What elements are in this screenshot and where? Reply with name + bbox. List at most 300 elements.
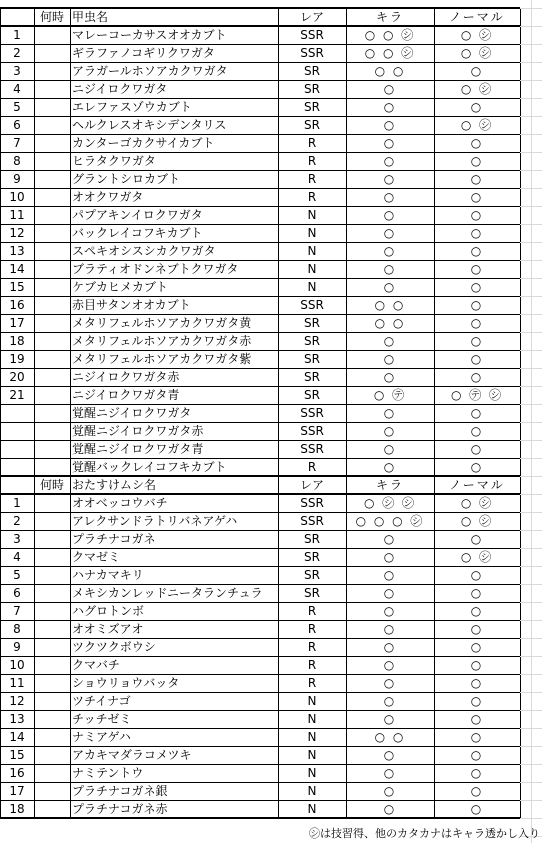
cell-name[interactable]: クマバチ [72, 658, 120, 672]
cell-no[interactable]: 1 [13, 28, 21, 42]
cell-normal[interactable]: ○ [470, 586, 484, 600]
cell-kira[interactable]: ○ [383, 82, 397, 96]
cell-no[interactable]: 12 [9, 226, 25, 240]
cell-time[interactable] [34, 512, 70, 530]
cell-time[interactable] [34, 782, 70, 800]
cell-no[interactable]: 11 [9, 208, 25, 222]
cell-name[interactable]: スペキオシスシカクワガタ [72, 244, 216, 258]
cell-rare[interactable]: N [307, 766, 317, 780]
cell-name[interactable]: パプアキンイロクワガタ [72, 208, 203, 222]
cell-name[interactable]: メタリフェルホソアカクワガタ紫 [72, 352, 252, 366]
cell-time[interactable] [34, 530, 70, 548]
cell-kira[interactable]: ○ [383, 262, 397, 276]
cell-no[interactable]: 12 [9, 694, 25, 708]
cell-rare[interactable]: SR [304, 316, 320, 330]
cell-kira[interactable]: ○ [383, 352, 397, 366]
cell-kira[interactable]: ○ [383, 676, 397, 690]
cell-normal[interactable]: ○ [470, 784, 484, 798]
cell-no[interactable]: 16 [9, 298, 25, 312]
cell-normal[interactable]: ○ [470, 802, 484, 816]
cell-normal[interactable]: ○ [470, 100, 484, 114]
cell-no[interactable]: 5 [13, 100, 21, 114]
cell-kira[interactable]: ○ ㋢ [373, 388, 407, 402]
cell-name[interactable]: バックレイコフキカブト [72, 226, 203, 240]
cell-name[interactable]: メキシカンレッドニータランチュラ [72, 586, 263, 600]
cell-rare[interactable]: R [307, 640, 317, 654]
cell-normal[interactable]: ○ [470, 730, 484, 744]
cell-kira[interactable]: ○ [383, 784, 397, 798]
cell-normal[interactable]: ○ [470, 694, 484, 708]
cell-kira[interactable]: ○ [383, 190, 397, 204]
cell-normal[interactable]: ○ [470, 460, 484, 474]
grid-row-line [0, 170, 520, 171]
cell-no[interactable]: 16 [9, 766, 25, 780]
cell-kira[interactable]: ○ ○ [374, 64, 406, 78]
cell-time[interactable] [34, 152, 70, 170]
cell-time[interactable] [34, 674, 70, 692]
cell-rare[interactable]: N [307, 748, 317, 762]
cell-kira[interactable]: ○ [383, 712, 397, 726]
cell-name[interactable]: 覚醒ニジイロクワガタ [72, 406, 192, 420]
table-row [0, 206, 542, 224]
cell-rare[interactable]: R [307, 676, 317, 690]
cell-kira[interactable]: ○ ○ ○ ㋛ [355, 514, 425, 528]
cell-no[interactable]: 20 [9, 370, 25, 384]
cell-time[interactable] [34, 242, 70, 260]
cell-time[interactable] [34, 422, 70, 440]
cell-time[interactable] [34, 332, 70, 350]
cell-no[interactable]: 10 [9, 190, 25, 204]
cell-kira[interactable]: ○ [383, 694, 397, 708]
cell-no[interactable]: 17 [9, 316, 25, 330]
cell-time[interactable] [34, 188, 70, 206]
grid-row-line [0, 602, 520, 603]
cell-no[interactable]: 6 [13, 118, 21, 132]
cell-normal[interactable]: ○ [470, 568, 484, 582]
sheet-gridline [520, 674, 542, 675]
cell-name[interactable]: エレファスゾウカブト [72, 100, 192, 114]
cell-no[interactable]: 14 [9, 262, 25, 276]
cell-name[interactable]: アレクサンドラトリバネアゲハ [72, 514, 238, 528]
cell-rare[interactable]: SSR [300, 514, 324, 528]
table-row [0, 98, 542, 116]
cell-kira[interactable]: ○ ㋛ ㋛ [363, 496, 417, 510]
cell-normal[interactable]: ○ [470, 208, 484, 222]
cell-kira[interactable]: ○ [383, 154, 397, 168]
cell-normal[interactable]: ○ [470, 334, 484, 348]
table-row [0, 368, 542, 386]
cell-name[interactable]: 覚醒ニジイロクワガタ青 [72, 442, 204, 456]
cell-kira[interactable]: ○ [383, 568, 397, 582]
cell-rare[interactable]: N [307, 802, 317, 816]
cell-kira[interactable]: ○ [383, 406, 397, 420]
cell-name[interactable]: クマゼミ [72, 550, 121, 564]
header-no[interactable] [0, 476, 34, 494]
cell-normal[interactable]: ○ [470, 406, 484, 420]
table-row [0, 692, 542, 710]
cell-time[interactable] [34, 602, 70, 620]
cell-normal[interactable]: ○ ㋢ ㋛ [450, 388, 504, 402]
cell-kira[interactable]: ○ [383, 226, 397, 240]
cell-normal[interactable]: ○ ㋛ [460, 118, 494, 132]
cell-name[interactable]: プラチナコガネ銀 [72, 784, 168, 798]
cell-no[interactable]: 7 [13, 136, 21, 150]
cell-normal[interactable]: ○ [470, 190, 484, 204]
cell-rare[interactable]: SSR [300, 28, 324, 42]
cell-name[interactable]: ハグロトンボ [72, 604, 145, 618]
cell-kira[interactable]: ○ [383, 748, 397, 762]
cell-kira[interactable]: ○ [383, 550, 397, 564]
cell-normal[interactable]: ○ [470, 244, 484, 258]
cell-rare[interactable]: R [307, 172, 317, 186]
cell-rare[interactable]: N [307, 208, 317, 222]
cell-rare[interactable]: R [307, 154, 317, 168]
cell-normal[interactable]: ○ ㋛ [460, 550, 494, 564]
sheet-gridline [520, 62, 542, 63]
cell-no[interactable] [0, 440, 34, 458]
cell-no[interactable]: 18 [9, 802, 25, 816]
sheet-gridline [520, 152, 542, 153]
cell-rare[interactable]: R [307, 658, 317, 672]
cell-rare[interactable]: SSR [300, 442, 324, 456]
cell-rare[interactable]: R [307, 622, 317, 636]
sheet-gridline [520, 368, 542, 369]
cell-rare[interactable]: SSR [300, 496, 324, 510]
cell-name[interactable]: ショウリョウバッタ [72, 676, 180, 690]
cell-rare[interactable]: SR [304, 586, 320, 600]
cell-time[interactable] [34, 98, 70, 116]
header-normal[interactable]: ノーマル [449, 478, 505, 492]
cell-time[interactable] [34, 620, 70, 638]
cell-normal[interactable]: ○ [470, 748, 484, 762]
cell-name[interactable]: ハナカマキリ [72, 568, 144, 582]
cell-normal[interactable]: ○ [470, 172, 484, 186]
cell-name[interactable]: カンターゴカクサイカブト [72, 136, 215, 150]
cell-name[interactable]: ニジイロクワガタ赤 [72, 370, 180, 384]
grid-row-line [0, 475, 520, 477]
cell-time[interactable] [34, 656, 70, 674]
cell-normal[interactable]: ○ [470, 136, 484, 150]
cell-kira[interactable]: ○ [383, 766, 397, 780]
header-kira[interactable]: キラ [375, 10, 404, 24]
grid-row-line [0, 224, 520, 225]
cell-kira[interactable]: ○ [383, 172, 397, 186]
cell-time[interactable] [34, 566, 70, 584]
grid-row-line [0, 440, 520, 441]
cell-time[interactable] [34, 278, 70, 296]
cell-time[interactable] [34, 350, 70, 368]
cell-rare[interactable]: SR [304, 334, 320, 348]
table-row [0, 386, 542, 404]
cell-no[interactable]: 13 [9, 712, 25, 726]
cell-name[interactable]: マレーコーカサスオオカブト [72, 28, 227, 42]
cell-no[interactable]: 2 [13, 514, 21, 528]
cell-no[interactable]: 5 [13, 568, 21, 582]
table-row [0, 638, 542, 656]
cell-kira[interactable]: ○ [383, 100, 397, 114]
cell-name[interactable]: プラチナコガネ赤 [72, 802, 168, 816]
cell-normal[interactable]: ○ [470, 604, 484, 618]
cell-name[interactable]: ギラファノコギリクワガタ [72, 46, 215, 60]
cell-normal[interactable]: ○ [470, 676, 484, 690]
cell-time[interactable] [34, 440, 70, 458]
header-time[interactable]: 何時 [39, 10, 64, 24]
cell-no[interactable]: 4 [13, 550, 21, 564]
cell-name[interactable]: ツクツクボウシ [72, 640, 156, 654]
cell-time[interactable] [34, 764, 70, 782]
cell-time[interactable] [34, 80, 70, 98]
cell-name[interactable]: オオベッコウバチ [72, 496, 168, 510]
cell-no[interactable]: 9 [13, 172, 21, 186]
cell-rare[interactable]: SR [304, 370, 320, 384]
cell-kira[interactable]: ○ [383, 370, 397, 384]
cell-kira[interactable]: ○ [383, 586, 397, 600]
cell-name[interactable]: ナミアゲハ [72, 730, 131, 744]
cell-no[interactable]: 21 [9, 388, 25, 402]
cell-kira[interactable]: ○ ○ ㋛ [364, 28, 416, 42]
cell-rare[interactable]: N [307, 262, 317, 276]
cell-no[interactable]: 8 [13, 154, 21, 168]
cell-kira[interactable]: ○ [383, 280, 397, 294]
cell-name[interactable]: アラガールホソアカクワガタ [72, 64, 228, 78]
sheet-gridline [520, 530, 542, 531]
cell-time[interactable] [34, 224, 70, 242]
cell-normal[interactable]: ○ [470, 532, 484, 546]
cell-name[interactable]: ニジイロクワガタ青 [72, 388, 180, 402]
cell-normal[interactable]: ○ [470, 640, 484, 654]
cell-kira[interactable]: ○ [383, 532, 397, 546]
cell-kira[interactable]: ○ [383, 118, 397, 132]
cell-rare[interactable]: SR [304, 352, 320, 366]
cell-rare[interactable]: N [307, 226, 317, 240]
cell-no[interactable]: 15 [9, 748, 25, 762]
cell-no[interactable]: 9 [13, 640, 21, 654]
cell-name[interactable]: 覚醒ニジイロクワガタ赤 [72, 424, 204, 438]
cell-name[interactable]: 覚醒バックレイコフキカブト [72, 460, 227, 474]
cell-time[interactable] [34, 728, 70, 746]
cell-time[interactable] [34, 170, 70, 188]
cell-no[interactable]: 17 [9, 784, 25, 798]
cell-kira[interactable]: ○ [383, 208, 397, 222]
cell-rare[interactable]: N [307, 694, 317, 708]
cell-time[interactable] [34, 494, 70, 512]
cell-rare[interactable]: SR [304, 118, 320, 132]
cell-normal[interactable]: ○ [470, 622, 484, 636]
cell-name[interactable]: メタリフェルホソアカクワガタ黄 [72, 316, 252, 330]
cell-kira[interactable]: ○ [383, 442, 397, 456]
sheet-gridline [520, 620, 542, 621]
cell-name[interactable]: ケブカヒメカブト [72, 280, 168, 294]
cell-no[interactable]: 10 [9, 658, 25, 672]
cell-rare[interactable]: SR [304, 568, 320, 582]
cell-rare[interactable]: SR [304, 64, 320, 78]
cell-time[interactable] [34, 548, 70, 566]
cell-time[interactable] [34, 710, 70, 728]
cell-normal[interactable]: ○ [470, 658, 484, 672]
cell-time[interactable] [34, 386, 70, 404]
cell-no[interactable]: 11 [9, 676, 25, 690]
cell-rare[interactable]: N [307, 280, 317, 294]
cell-rare[interactable]: SR [304, 550, 320, 564]
cell-time[interactable] [34, 62, 70, 80]
cell-time[interactable] [34, 116, 70, 134]
cell-time[interactable] [34, 692, 70, 710]
grid-column-line [346, 8, 347, 818]
cell-normal[interactable]: ○ [470, 442, 484, 456]
cell-no[interactable]: 13 [9, 244, 25, 258]
cell-time[interactable] [34, 44, 70, 62]
cell-kira[interactable]: ○ [383, 658, 397, 672]
cell-no[interactable] [0, 458, 34, 476]
cell-kira[interactable]: ○ [383, 460, 397, 474]
cell-name[interactable]: グラントシロカブト [72, 172, 181, 186]
cell-name[interactable]: チッチゼミ [72, 712, 132, 726]
header-name[interactable]: 甲虫名 [72, 10, 109, 24]
cell-normal[interactable]: ○ [470, 370, 484, 384]
cell-name[interactable]: ニジイロクワガタ [72, 82, 168, 96]
cell-name[interactable]: ツチイナゴ [72, 694, 131, 708]
cell-no[interactable]: 6 [13, 586, 21, 600]
cell-name[interactable]: プラチナコガネ [72, 532, 156, 546]
cell-rare[interactable]: SSR [300, 46, 324, 60]
cell-kira[interactable]: ○ [383, 424, 397, 438]
cell-normal[interactable]: ○ ㋛ [460, 46, 494, 60]
cell-time[interactable] [34, 638, 70, 656]
cell-rare[interactable]: SSR [300, 298, 324, 312]
cell-name[interactable]: オオクワガタ [72, 190, 144, 204]
cell-time[interactable] [34, 584, 70, 602]
cell-no[interactable]: 15 [9, 280, 25, 294]
cell-normal[interactable]: ○ [470, 766, 484, 780]
cell-time[interactable] [34, 404, 70, 422]
table-row [0, 350, 542, 368]
cell-time[interactable] [34, 746, 70, 764]
cell-kira[interactable]: ○ [383, 136, 397, 150]
cell-no[interactable]: 2 [13, 46, 21, 60]
cell-no[interactable] [0, 422, 34, 440]
cell-normal[interactable]: ○ [470, 352, 484, 366]
header-normal[interactable]: ノーマル [449, 10, 505, 24]
cell-kira[interactable]: ○ ○ [374, 316, 406, 330]
cell-normal[interactable]: ○ [470, 226, 484, 240]
cell-normal[interactable]: ○ ㋛ [460, 82, 494, 96]
cell-no[interactable]: 8 [13, 622, 21, 636]
sheet-gridline [520, 404, 542, 405]
header-rare[interactable]: レア [299, 10, 324, 24]
sheet-gridline [520, 638, 542, 639]
cell-rare[interactable]: R [307, 604, 317, 618]
cell-no[interactable]: 18 [9, 334, 25, 348]
cell-rare[interactable]: SR [304, 82, 320, 96]
cell-rare[interactable]: SSR [300, 406, 324, 420]
cell-rare[interactable]: R [307, 190, 317, 204]
cell-normal[interactable]: ○ [470, 298, 484, 312]
cell-time[interactable] [34, 800, 70, 818]
cell-normal[interactable]: ○ [470, 316, 484, 330]
table-row [0, 224, 542, 242]
table-row [0, 566, 542, 584]
sheet-gridline [520, 656, 542, 657]
cell-name[interactable]: 赤目サタンオオカブト [72, 298, 191, 312]
cell-rare[interactable]: SR [304, 532, 320, 546]
cell-normal[interactable]: ○ [470, 424, 484, 438]
cell-kira[interactable]: ○ [383, 802, 397, 816]
cell-no[interactable]: 1 [13, 496, 21, 510]
cell-kira[interactable]: ○ ○ [374, 730, 406, 744]
header-time[interactable]: 何時 [39, 478, 64, 492]
cell-name[interactable]: ナミテントウ [72, 766, 144, 780]
grid-row-line [0, 152, 520, 153]
cell-normal[interactable]: ○ [470, 154, 484, 168]
cell-rare[interactable]: R [307, 136, 317, 150]
cell-no[interactable] [0, 404, 34, 422]
sheet-gridline [520, 188, 542, 189]
cell-rare[interactable]: SSR [300, 424, 324, 438]
cell-normal[interactable]: ○ ㋛ [460, 28, 494, 42]
cell-rare[interactable]: N [307, 784, 317, 798]
table-row [0, 116, 542, 134]
header-kira[interactable]: キラ [375, 478, 404, 492]
cell-time[interactable] [34, 206, 70, 224]
header-name[interactable]: おたすけムシ名 [72, 478, 157, 492]
cell-kira[interactable]: ○ [383, 622, 397, 636]
cell-kira[interactable]: ○ ○ [374, 298, 406, 312]
cell-normal[interactable]: ○ [470, 712, 484, 726]
cell-time[interactable] [34, 368, 70, 386]
cell-rare[interactable]: N [307, 244, 317, 258]
cell-time[interactable] [34, 296, 70, 314]
cell-no[interactable]: 19 [9, 352, 25, 366]
cell-no[interactable]: 14 [9, 730, 25, 744]
cell-time[interactable] [34, 458, 70, 476]
cell-no[interactable]: 3 [13, 64, 21, 78]
cell-kira[interactable]: ○ [383, 640, 397, 654]
cell-normal[interactable]: ○ [470, 280, 484, 294]
cell-rare[interactable]: N [307, 712, 317, 726]
cell-time[interactable] [34, 260, 70, 278]
cell-kira[interactable]: ○ [383, 244, 397, 258]
cell-name[interactable]: アカキマダラコメツキ [72, 748, 192, 762]
cell-name[interactable]: オオミズアオ [72, 622, 144, 636]
table-row [0, 602, 542, 620]
cell-name[interactable]: メタリフェルホソアカクワガタ赤 [72, 334, 252, 348]
cell-normal[interactable]: ○ ㋛ [460, 514, 494, 528]
cell-time[interactable] [34, 26, 70, 44]
cell-name[interactable]: ブラティオドンネブトクワガタ [72, 262, 239, 276]
table-row [0, 404, 542, 422]
cell-rare[interactable]: R [307, 460, 317, 474]
cell-no[interactable]: 7 [13, 604, 21, 618]
header-no[interactable] [0, 8, 34, 26]
header-rare[interactable]: レア [299, 478, 324, 492]
cell-rare[interactable]: N [307, 730, 317, 744]
cell-name[interactable]: ヒラタクワガタ [72, 154, 156, 168]
sheet-gridline [520, 476, 542, 477]
cell-rare[interactable]: SR [304, 100, 320, 114]
cell-no[interactable]: 4 [13, 82, 21, 96]
cell-name[interactable]: ヘルクレスオキシデンタリス [72, 118, 227, 132]
cell-kira[interactable]: ○ ○ ㋛ [364, 46, 416, 60]
cell-kira[interactable]: ○ [383, 334, 397, 348]
cell-kira[interactable]: ○ [383, 604, 397, 618]
cell-time[interactable] [34, 314, 70, 332]
cell-rare[interactable]: SR [304, 388, 320, 402]
cell-no[interactable]: 3 [13, 532, 21, 546]
cell-normal[interactable]: ○ [470, 262, 484, 276]
cell-normal[interactable]: ○ ㋛ [460, 496, 494, 510]
cell-time[interactable] [34, 134, 70, 152]
cell-normal[interactable]: ○ [470, 64, 484, 78]
